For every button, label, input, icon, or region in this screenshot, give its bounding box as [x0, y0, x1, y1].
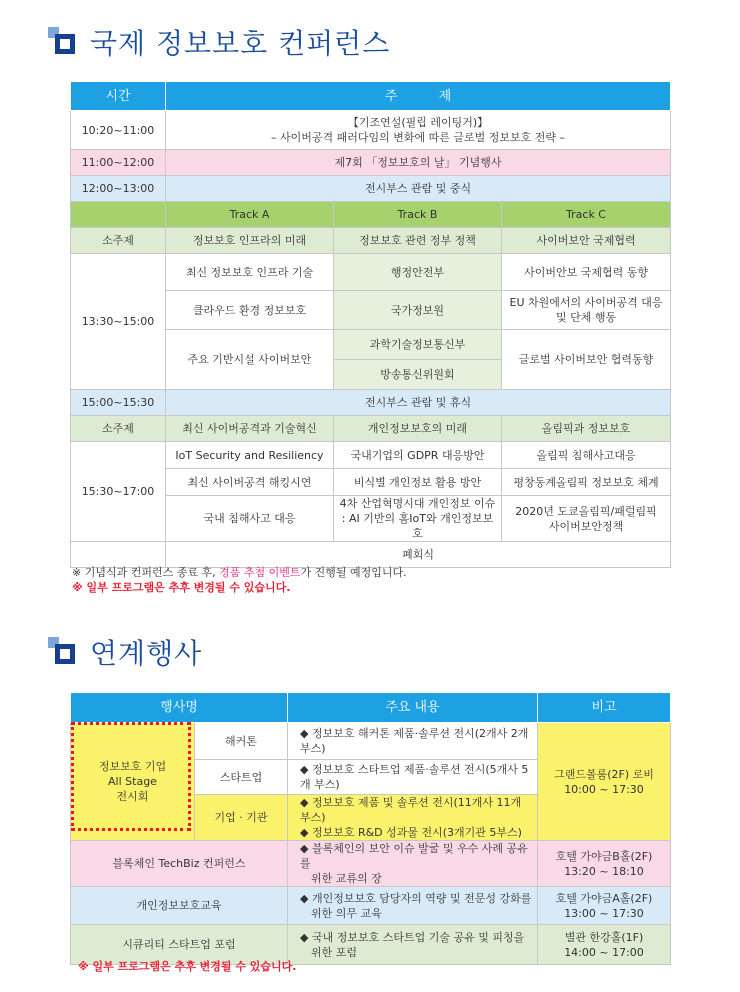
session-c3 [502, 496, 671, 542]
expo-name-line3: 전시회 [116, 790, 149, 803]
time-cell: 15:30~17:00 [71, 442, 166, 542]
expo-highlight-frame [71, 722, 191, 831]
keynote-cell [166, 111, 671, 150]
subtopic-a: 정보보호 인프라의 미래 [166, 228, 334, 254]
expo-note-place: 그랜드볼룸(2F) 로비 [554, 767, 654, 781]
session-a2: 클라우드 환경 정보보호 [166, 291, 334, 330]
session-b3-line1: 4차 산업혁명시대 개인정보 이슈 [339, 497, 496, 510]
expo-content-startup: ◆ 정보보호 스타트업 제품·솔루션 전시(5개사 5개 부스) [288, 760, 538, 795]
session-b3 [334, 496, 502, 542]
header-content: 주요 내용 [288, 693, 538, 723]
session-b1: 행정안전부 [334, 254, 502, 291]
session-a1: 최신 정보보호 인프라 기술 [166, 254, 334, 291]
session-c3: 글로벌 사이버보안 협력동향 [502, 330, 671, 390]
note-change-warning: ※ 일부 프로그램은 추후 변경될 수 있습니다. [72, 581, 291, 594]
session-b2: 국가정보원 [334, 291, 502, 330]
startup-forum-note [538, 925, 671, 965]
session-b2: 비식별 개인정보 활용 방안 [334, 469, 502, 496]
track-c-header: Track C [502, 202, 671, 228]
subtopic-c: 사이버보안 국제협력 [502, 228, 671, 254]
session-b3-line2: : AI 기반의 홈IoT와 개인정보보호 [341, 512, 494, 540]
time-cell: 10:20~11:00 [71, 111, 166, 150]
expo-sub-hackathon: 해커톤 [195, 723, 288, 760]
expo-content-company-line1: ◆ 정보보호 제품 및 솔루션 전시(11개사 11개 부스) [300, 796, 522, 824]
subtopic-label: 소주제 [71, 228, 166, 254]
note-text-2: 가 진행될 예정입니다. [300, 566, 407, 579]
expo-content-company [288, 795, 538, 841]
time-cell: 12:00~13:00 [71, 176, 166, 202]
session-a1: IoT Security and Resiliency [166, 442, 334, 469]
time-cell: 11:00~12:00 [71, 150, 166, 176]
header-time: 시간 [71, 82, 166, 111]
header-topic: 주 제 [166, 82, 671, 111]
privacy-edu-content-line2: 위한 의무 교육 [311, 906, 382, 920]
track-b-header: Track B [334, 202, 502, 228]
subtopic-c: 올림픽과 정보보호 [502, 416, 671, 442]
session-c2 [502, 291, 671, 330]
conference-schedule-table [70, 81, 671, 568]
track-a-header: Track A [166, 202, 334, 228]
header-note: 비고 [538, 693, 671, 723]
startup-forum-content-line2: 위한 포럼 [311, 945, 358, 959]
lunch-cell: 전시부스 관람 및 중식 [166, 176, 671, 202]
blockchain-content-line2: 위한 교류의 장 [311, 872, 382, 885]
session-a3: 국내 침해사고 대응 [166, 496, 334, 542]
expo-note-time: 10:00 ~ 17:30 [564, 782, 644, 796]
session-c1: 사이버안보 국제협력 동향 [502, 254, 671, 291]
session-c2: 평창동계올림픽 정보보호 체계 [502, 469, 671, 496]
startup-forum-note-place: 별관 한강홀(1F) [564, 930, 644, 944]
privacy-edu-note-place: 호텔 가야금A홀(2F) [555, 891, 653, 905]
privacy-edu-note-time: 13:00 ~ 17:30 [564, 906, 644, 920]
note-highlight: 경품 추첨 이벤트 [219, 566, 301, 579]
note-change-warning-2: ※ 일부 프로그램은 추후 변경될 수 있습니다. [78, 960, 297, 973]
square-logo-icon [48, 27, 78, 57]
blockchain-note-time: 13:20 ~ 18:10 [564, 864, 644, 878]
expo-sub-company: 기업 · 기관 [195, 795, 288, 841]
note-text-1: ※ 기념식과 컨퍼런스 종료 후, [72, 566, 220, 579]
session-a2: 최신 사이버공격 해킹시연 [166, 469, 334, 496]
session-c2-line1: EU 차원에서의 사이버공격 대응 [509, 296, 663, 309]
session-b4: 방송통신위원회 [334, 360, 502, 390]
time-cell: 15:00~15:30 [71, 390, 166, 416]
session-c3-line2: 사이버보안정책 [548, 519, 624, 533]
blockchain-note [538, 841, 671, 887]
expo-content-hackathon: ◆ 정보보호 해커톤 제품·솔루션 전시(2개사 2개 부스) [288, 723, 538, 760]
closing-cell: 폐회식 [166, 542, 671, 568]
privacy-edu-content-line1: ◆ 개인정보보호 담당자의 역량 및 전문성 강화를 [300, 891, 532, 905]
subtopic-b: 정보보호 관련 정부 정책 [334, 228, 502, 254]
privacy-edu-content [288, 887, 538, 925]
note-event [72, 565, 407, 580]
privacy-edu-name: 개인정보보호교육 [71, 887, 288, 925]
keynote-title: 【기조연설(필립 레이팅거)】 [347, 116, 489, 129]
subtopic-b: 개인정보보호의 미래 [334, 416, 502, 442]
session-c3-line1: 2020년 도쿄올림픽/패럴림픽 [515, 504, 657, 518]
blockchain-content [288, 841, 538, 887]
blockchain-content-line1: ◆ 블록체인의 보안 이슈 발굴 및 우수 사례 공유를 [300, 842, 528, 870]
square-logo-icon [48, 637, 78, 667]
track-blank-cell [71, 202, 166, 228]
startup-forum-content [288, 925, 538, 965]
section-title-related-events [48, 632, 202, 672]
expo-content-company-line2: ◆ 정보보호 R&D 성과물 전시(3개기관 5부스) [300, 826, 522, 839]
startup-forum-name: 시큐리티 스타트업 포럼 [71, 925, 288, 965]
expo-name-line1: 정보보호 기업 [98, 760, 167, 773]
closing-blank-cell [71, 542, 166, 568]
startup-forum-note-time: 14:00 ~ 17:00 [564, 945, 644, 959]
session-a3: 주요 기반시설 사이버보안 [166, 330, 334, 390]
startup-forum-content-line1: ◆ 국내 정보보호 스타트업 기술 공유 및 피칭을 [300, 930, 525, 944]
section-heading: 국제 정보보호 컨퍼런스 [90, 27, 391, 60]
session-b3: 과학기술정보통신부 [334, 330, 502, 360]
session-c1: 올림픽 침해사고대응 [502, 442, 671, 469]
ceremony-cell: 제7회 「정보보호의 날」 기념행사 [166, 150, 671, 176]
header-event-name: 행사명 [71, 693, 288, 723]
expo-note-cell [538, 723, 671, 841]
subtopic-label: 소주제 [71, 416, 166, 442]
session-b1: 국내기업의 GDPR 대응방안 [334, 442, 502, 469]
expo-sub-startup: 스타트업 [195, 760, 288, 795]
expo-name-line2: All Stage [108, 775, 157, 788]
blockchain-note-place: 호텔 가야금B홀(2F) [555, 849, 653, 863]
section-title-conference [48, 22, 390, 62]
subtopic-a: 최신 사이버공격과 기술혁신 [166, 416, 334, 442]
time-cell: 13:30~15:00 [71, 254, 166, 390]
privacy-edu-note [538, 887, 671, 925]
blockchain-name: 블록체인 TechBiz 컨퍼런스 [71, 841, 288, 887]
session-c2-line2: 및 단체 행동 [555, 311, 617, 324]
section-heading: 연계행사 [90, 637, 203, 670]
break-cell: 전시부스 관람 및 휴식 [166, 390, 671, 416]
keynote-subtitle: – 사이버공격 패러다임의 변화에 따른 글로벌 정보보호 전략 – [271, 131, 566, 144]
